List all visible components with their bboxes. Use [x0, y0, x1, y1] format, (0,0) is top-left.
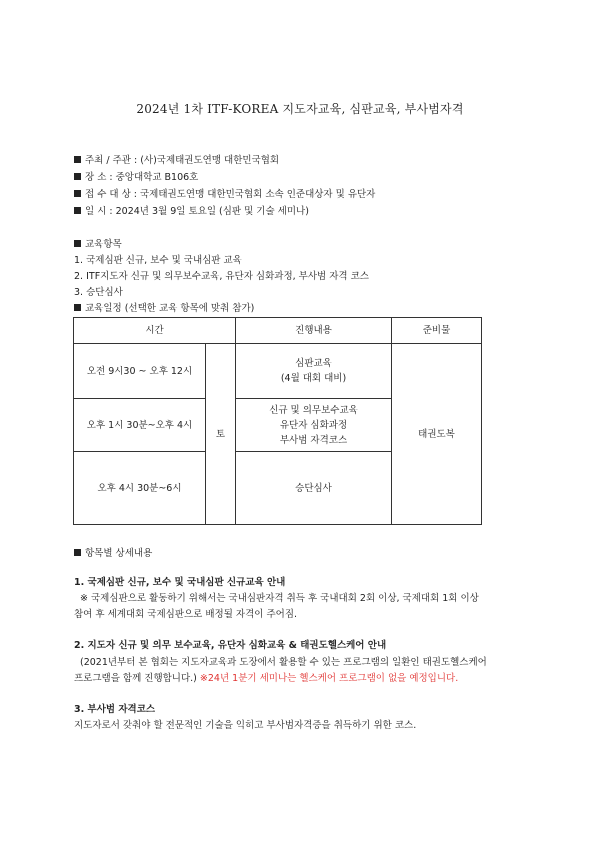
bullet-square-icon — [74, 190, 81, 197]
bullet-square-icon — [74, 240, 81, 247]
education-heading: 교육항목 — [74, 236, 122, 250]
time-cell: 오전 9시30 ~ 오후 12시 — [74, 344, 206, 399]
section-title: 2. 지도자 신규 및 의무 보수교육, 유단자 심화교육 & 태권도헬스케어 안내 — [74, 640, 387, 651]
section-text: 지도자로서 갖춰야 할 전문적인 기술을 익히고 부사범자격증을 취득하기 위한 코스. — [74, 720, 417, 731]
bullet-square-icon — [74, 549, 81, 556]
section-title: 1. 국제심판 신규, 보수 및 국내심판 신규교육 안내 — [74, 577, 286, 588]
document-title: 2024년 1차 ITF-KOREA 지도자교육, 심판교육, 부사범자격 — [136, 102, 464, 116]
section-text: 프로그램을 함께 진행합니다.) ※24년 1분기 세미나는 헬스케어 프로그램이 없을 예정입니다. — [74, 673, 459, 684]
prep-cell: 태권도복 — [392, 344, 482, 525]
bullet-square-icon — [74, 156, 81, 163]
info-organizer: 주최 / 주관 : (사)국제태권도연맹 대한민국협회 — [74, 152, 279, 166]
info-eligibility: 접 수 대 상 : 국제태권도연맹 대한민국협회 소속 인준대상자 및 유단자 — [74, 186, 375, 200]
time-cell: 오후 4시 30분~6시 — [74, 452, 206, 525]
education-item: 2. ITF지도자 신규 및 의무보수교육, 유단자 심화과정, 부사범 자격 코스 — [74, 271, 369, 282]
education-item: 3. 승단심사 — [74, 287, 123, 298]
section-title: 3. 부사범 자격코스 — [74, 704, 156, 715]
content-cell: 신규 및 의무보수교육 유단자 심화과정 부사범 자격코스 — [236, 399, 392, 452]
schedule-header-row — [74, 318, 482, 344]
section-text: (2021년부터 본 협회는 지도자교육과 도장에서 활용할 수 있는 프로그램의 일환인 태권도헬스케어 — [80, 657, 487, 668]
time-cell: 오후 1시 30분~오후 4시 — [74, 399, 206, 452]
notice-text: ※24년 1분기 세미나는 헬스케어 프로그램이 없을 예정입니다. — [199, 673, 459, 684]
bullet-square-icon — [74, 207, 81, 214]
table-row — [74, 344, 482, 399]
content-cell: 승단심사 — [236, 452, 392, 525]
header-prep: 준비물 — [392, 318, 482, 344]
schedule-heading: 교육일정 (선택한 교육 항목에 맞춰 참가) — [74, 300, 254, 314]
content-cell: 심판교육 (4월 대회 대비) — [236, 344, 392, 399]
details-heading: 항목별 상세내용 — [74, 545, 152, 559]
header-content: 진행내용 — [236, 318, 392, 344]
info-date: 일 시 : 2024년 3월 9일 토요일 (심판 및 기술 세미나) — [74, 203, 309, 217]
schedule-table — [73, 317, 482, 525]
info-venue: 장 소 : 중앙대학교 B106호 — [74, 169, 198, 183]
header-time: 시간 — [74, 318, 236, 344]
education-item: 1. 국제심판 신규, 보수 및 국내심판 교육 — [74, 255, 242, 266]
section-text: 참여 후 세계대회 국제심판으로 배정될 자격이 주어짐. — [74, 609, 298, 620]
bullet-square-icon — [74, 173, 81, 180]
bullet-square-icon — [74, 304, 81, 311]
section-text: ※ 국제심판으로 활동하기 위해서는 국내심판자격 취득 후 국내대회 2회 이상, 국제대회 1회 이상 — [80, 593, 479, 604]
day-cell: 토 — [206, 344, 236, 525]
